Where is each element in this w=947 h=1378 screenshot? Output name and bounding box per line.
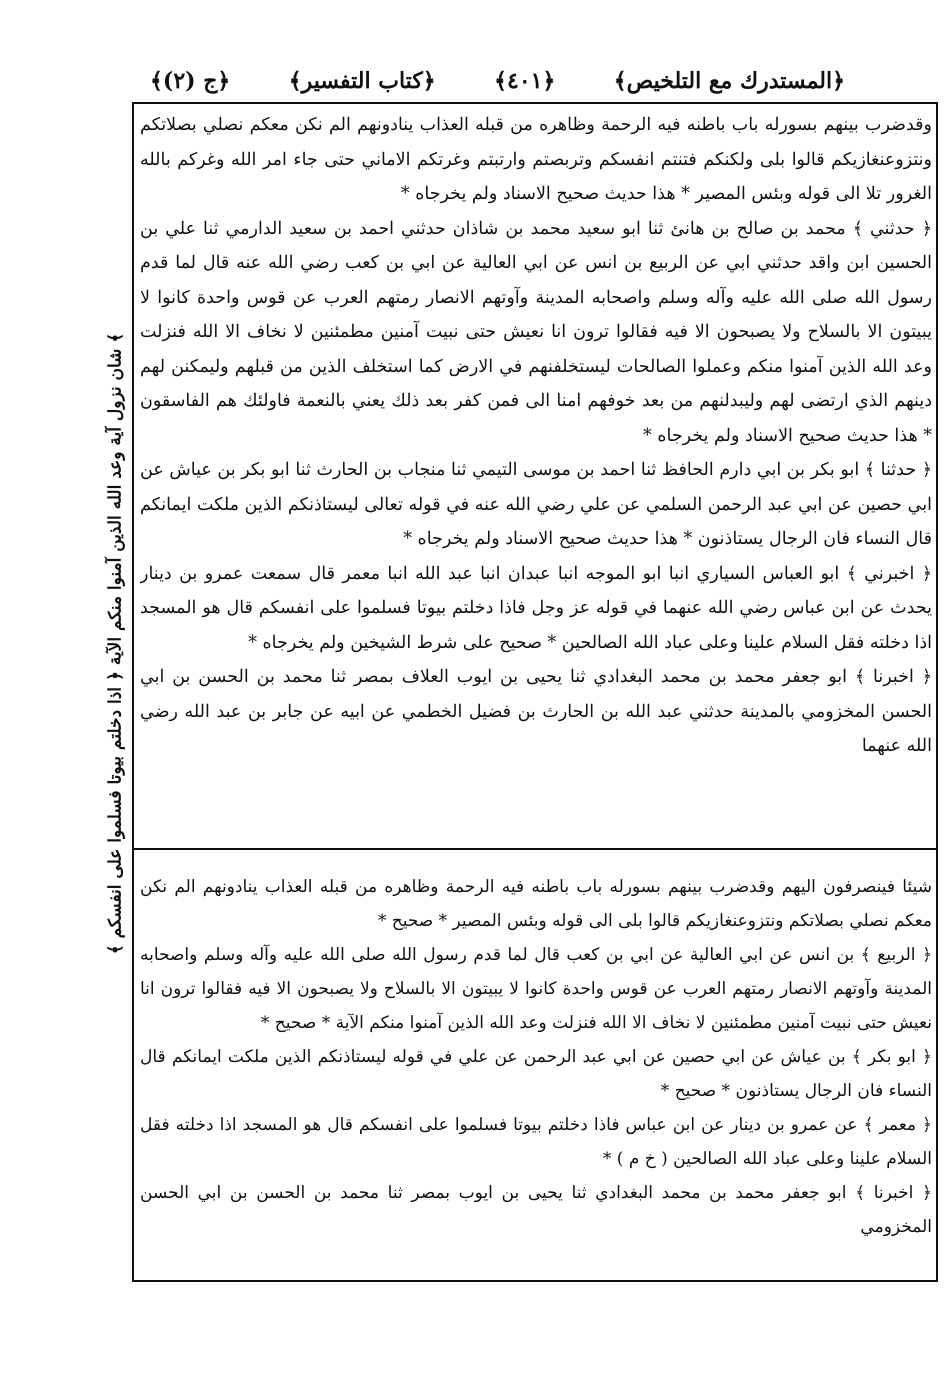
main-paragraph-3: ﴿ حدثنا ﴾ ابو بكر بن ابي دارم الحافظ ثنا احمد بن موسى التيمي ثنا منجاب بن الحارث ثنا ابو بكر بن عياش عن ابي حصين عن ابي عبد الرحمن السلمي عن علي رضي الله عنه في قوله تعالى ليستاذنكم الذين ملكت ايمانكم قال النساء فان الرجال يستاذنون * هذا حديث صحيح الاسناد ولم يخرجاه * bbox=[140, 460, 932, 549]
summary-paragraph-5: ﴿ اخبرنا ﴾ ابو جعفر محمد بن محمد البغدادي ثنا يحيى بن ايوب بمصر ثنا محمد بن الحسن بن ابي الحسن المخزومي bbox=[140, 1183, 932, 1237]
page-number: ﴿٤٠١﴾ bbox=[494, 68, 556, 94]
volume-number: ﴿ج (٢)﴾ bbox=[150, 68, 231, 94]
main-text bbox=[140, 108, 932, 828]
summary-paragraph-1: شيئا فينصرفون اليهم وقدضرب بينهم بسورله باب باطنه فيه الرحمة وظاهره من قبله العذاب ينادونهم الم نكن معكم نصلي بصلاتكم ونتزوعنغازيكم قالوا بلى الى قوله وبئس المصير * صحيح * bbox=[140, 877, 932, 931]
summary-paragraph-2: ﴿ الربيع ﴾ بن انس عن ابي العالية عن ابي بن كعب قال لما قدم رسول الله صلى الله عليه وآله وسلم واصحابه المدينة وآوتهم الانصار رمتهم العرب عن قوس واحدة كانوا لا يبيتون الا بالسلاح ولا يصبحون الا فيه فقالوا ترون انا نعيش حتى نبيت آمنين مطمئنين لا نخاف الا الله فنزلت وعد الله الذين آمنوا منكم الآية * صحيح * bbox=[140, 945, 932, 1033]
section-divider bbox=[134, 848, 936, 850]
summary-paragraph-4: ﴿ معمر ﴾ عن عمرو بن دينار عن ابن عباس فاذا دخلتم بيوتا فسلموا على انفسكم قال هو المسجد اذا دخلته فقل السلام علينا وعلى عباد الله الصالحين ( خ م ) * bbox=[140, 1115, 932, 1169]
section-title: ﴿كتاب التفسير﴾ bbox=[288, 68, 436, 94]
main-paragraph-5: ﴿ اخبرنا ﴾ ابو جعفر محمد بن محمد البغدادي ثنا يحيى بن ايوب العلاف بمصر ثنا محمد بن الحسن بن ابي الحسن المخزومي بالمدينة حدثني عبد الله بن الحارث بن فضيل الخطمي عن ابيه عن جابر بن عبد الله رضي الله عنهما bbox=[140, 667, 932, 756]
main-paragraph-1: وقدضرب بينهم بسورله باب باطنه فيه الرحمة وظاهره من قبله العذاب ينادونهم الم نكن معكم نصلي بصلاتكم ونتزوعنغازيكم قالوا بلى ولكنكم فتنتم انفسكم وتربصتم وارتبتم وغرتكم الاماني حتى جاء امر الله وغركم بالله الغرور تلا الى قوله وبئس المصير * هذا حديث صحيح الاسناد ولم يخرجاه * bbox=[140, 115, 932, 204]
main-paragraph-2: ﴿ حدثني ﴾ محمد بن صالح بن هانئ ثنا ابو سعيد محمد بن شاذان حدثني احمد بن سعيد الدارمي ثنا علي بن الحسين ابن واقد حدثني ابي عن الربيع بن انس عن ابي العالية عن ابي بن كعب رضي الله عنه قال لما قدم رسول الله صلى الله عليه وآله وسلم واصحابه المدينة وآوتهم الانصار رمتهم العرب عن قوس واحدة كانوا لا يبيتون الا بالسلاح ولا يصبحون الا فيه فقالوا ترون انا نعيش حتى نبيت آمنين مطمئنين لا نخاف الا الله فنزلت وعد الله الذين آمنوا منكم وعملوا الصالحات ليستخلفنهم في الارض كما استخلف الذين من قبلهم وليمكنن لهم دينهم الذي ارتضى لهم وليبدلنهم من بعد خوفهم امنا الى فمن كفر بعد ذلك يعني بالنعمة فاولئك هم الفاسقون * هذا حديث صحيح الاسناد ولم يخرجاه * bbox=[140, 218, 932, 446]
margin-note bbox=[100, 318, 130, 968]
page-header bbox=[150, 62, 845, 100]
margin-note-text: ﴾ شان نزول آية وعد الله الذين آمنوا منكم الآية ﴿ اذا دخلتم بيوتا فسلموا على انفسكم ﴾ bbox=[105, 332, 126, 954]
book-title: ﴿المستدرك مع التلخيص﴾ bbox=[613, 68, 845, 94]
main-paragraph-4: ﴿ اخبرني ﴾ ابو العباس السياري انبا ابو الموجه انبا عبدان انبا عبد الله انبا معمر قال سمعت عمرو بن دينار يحدث عن ابن عباس رضي الله عنهما في قوله عز وجل فاذا دخلتم بيوتا فسلموا على انفسكم قال هو المسجد اذا دخلته فقل السلام علينا وعلى عباد الله الصالحين * صحيح على شرط الشيخين ولم يخرجاه * bbox=[140, 563, 932, 653]
summary-paragraph-3: ﴿ ابو بكر ﴾ بن عياش عن ابي حصين عن ابي عبد الرحمن عن علي في قوله ليستاذنكم الذين ملكت ايمانكم قال النساء فان الرجال يستاذنون * صحيح * bbox=[140, 1047, 932, 1101]
summary-text bbox=[140, 870, 932, 1275]
